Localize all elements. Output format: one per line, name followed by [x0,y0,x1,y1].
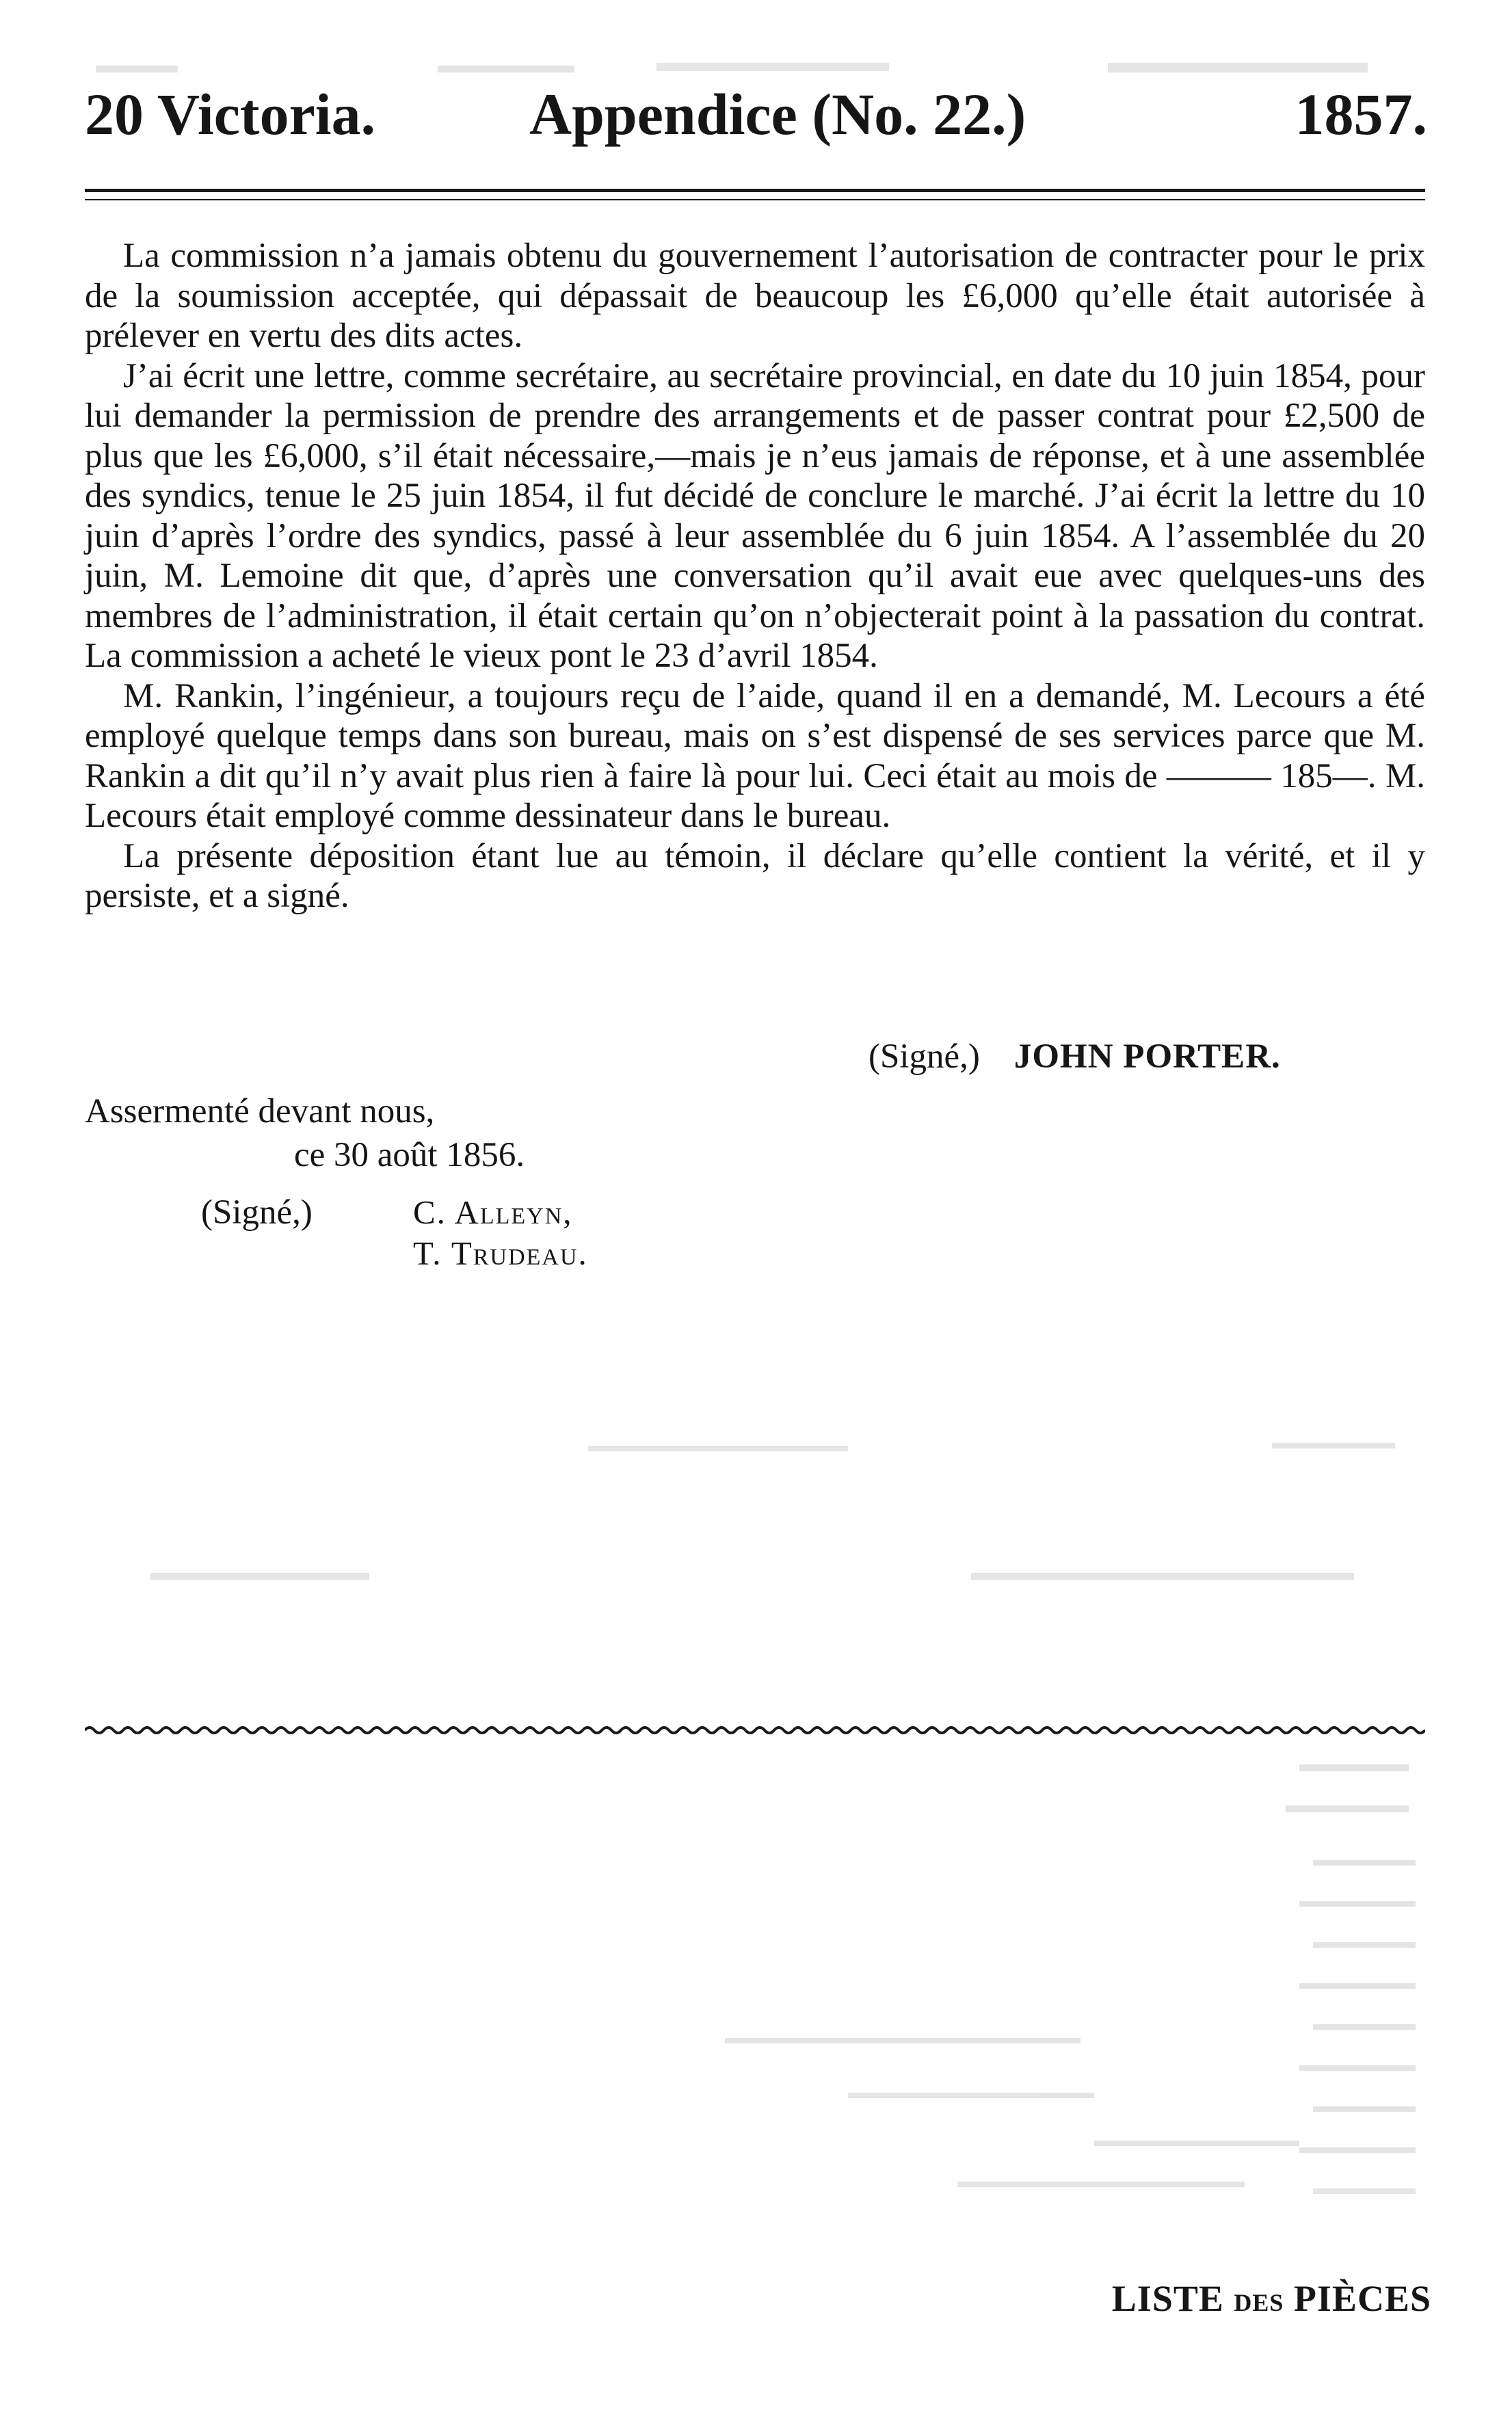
sworn-line-1: Assermenté devant nous, [85,1092,435,1130]
header-year: 1857. [1295,81,1427,147]
deposition-text [85,236,1425,916]
sworn-line-2: ce 30 août 1856. [294,1136,525,1174]
signature-label: (Signé,) [868,1037,980,1076]
witness-signature [868,1037,1281,1076]
footer-liste: LISTE [1111,2278,1224,2319]
commissioner-name: C. Alleyn, [413,1193,573,1231]
commissioner-name: T. Trudeau. [413,1234,588,1272]
paragraph: La présente déposition étant lue au témoin, il déclare qu’elle contient la vérité, et il y persiste, et a signé. [85,836,1425,915]
footer-catchword [1112,2277,1431,2320]
paragraph: M. Rankin, l’ingénieur, a toujours reçu de l’aide, quand il en a demandé, M. Lecours a été employé quelque temps dans son bureau, mais on s’est dispensé de ses services parce que M. Rankin a dit qu’il n’y avait plus rien à faire là pour lui. Ceci était au mois de ——— 185—. M. Lecours était employé comme dessinateur dans le bureau. [85,676,1425,835]
paragraph: La commission n’a jamais obtenu du gouvernement l’autorisation de contracter pour le prix de la soumission acceptée, qui dépassait de beaucoup les £6,000 qu’elle était autorisée à prélever en vertu des dits actes. [85,237,1425,355]
header-rule-thin [85,199,1425,200]
signature-name: JOHN PORTER. [1013,1037,1281,1076]
wavy-separator [85,1718,1425,1743]
footer-des: DES [1234,2289,1284,2316]
header-rule-thick [85,189,1425,192]
paragraph: J’ai écrit une lettre, comme secrétaire, au secrétaire provincial, en date du 10 juin 1854, pour lui demander la permission de prendre des arrangements et de passer contrat pour £2,500 de plus que les £6,000, s’il était nécessaire,—mais je n’eus jamais de réponse, et à une assemblée des syndics, tenue le 25 juin 1854, il fut décidé de conclure le marché. J’ai écrit la lettre du 10 juin d’après l’ordre des syndics, passé à leur assemblée du 6 juin 1854. A l’assemblée du 20 juin, M. Lemoine dit que, d’après une conversation qu’il avait eue avec quelques-uns des membres de l’administration, il était certain qu’on n’objecterait point à la passation du contrat. La commission a acheté le vieux pont le 23 d’avril 1854. [85,356,1425,675]
footer-pieces: PIÈCES [1293,2278,1431,2319]
commissioners-signature-label: (Signé,) [201,1193,313,1232]
header-session: 20 Victoria. [85,81,376,147]
running-header [85,77,1427,152]
header-appendix: Appendice (No. 22.) [529,81,1026,147]
